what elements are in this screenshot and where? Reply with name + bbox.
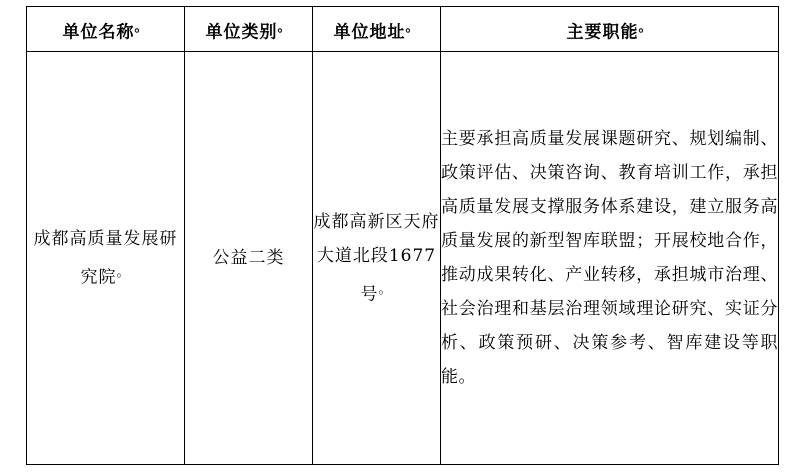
column-header-unit-type [185, 7, 313, 52]
header-mark-3: 。 [638, 19, 653, 35]
column-header-main-duties [441, 7, 779, 52]
header-mark-2: 。 [405, 19, 420, 35]
header-mark-1: 。 [277, 19, 292, 35]
cell-main-duties [441, 52, 779, 465]
column-header-unit-address [313, 7, 441, 52]
column-header-unit-address-label: 单位地址 [333, 22, 406, 43]
cell-unit-address-mark: 。 [378, 281, 393, 297]
cell-unit-address [313, 52, 441, 465]
table-header [27, 7, 779, 52]
cell-unit-name-mark: 。 [116, 264, 131, 280]
cell-unit-name [27, 52, 185, 465]
table-header-row [27, 7, 779, 52]
column-header-unit-name [27, 7, 185, 52]
table-row [27, 52, 779, 465]
column-header-unit-type-label: 单位类别 [205, 22, 278, 43]
unit-information-table [26, 6, 779, 465]
column-header-unit-name-label: 单位名称 [62, 22, 135, 43]
cell-main-duties-text: 主要承担高质量发展课题研究、规划编制、政策评估、决策咨询、教育培训工作，承担高质量发展支撑服务体系建设，建立服务高质量发展的新型智库联盟；开展校地合作，推动成果转化、产业转移，承担城市治理、社会治理和基层治理领域理论研究、实证分析、政策预研、决策参考、智库建设等职能。 [441, 129, 778, 387]
table-body [27, 52, 779, 465]
cell-unit-type [185, 52, 313, 465]
cell-unit-type-text: 公益二类 [212, 248, 285, 268]
column-header-main-duties-label: 主要职能 [566, 22, 639, 43]
cell-unit-name-text: 成都高质量发展研究院 [33, 228, 178, 288]
header-mark-0: 。 [134, 19, 149, 35]
cell-unit-address-text: 成都高新区天府大道北段1677号 [313, 211, 440, 305]
